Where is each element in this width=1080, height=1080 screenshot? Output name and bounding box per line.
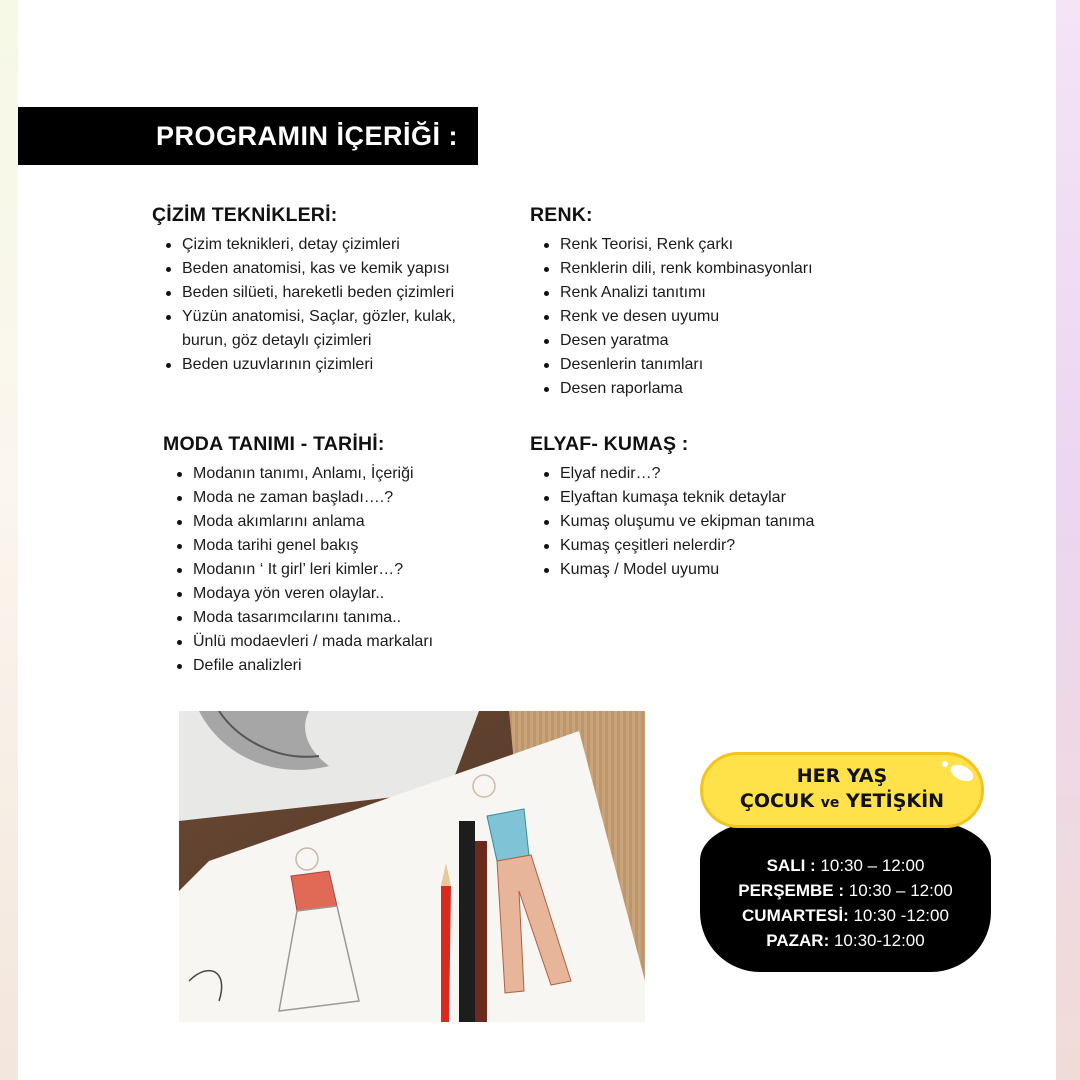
list-item	[182, 305, 456, 353]
schedule-time: 10:30 – 12:00	[815, 856, 925, 875]
list-moda	[163, 462, 433, 678]
section-cizim	[152, 204, 456, 377]
list-item: Beden anatomisi, kas ve kemik yapısı	[182, 257, 456, 281]
schedule-time: 10:30 -12:00	[848, 906, 949, 925]
list-item: Moda ne zaman başladı….?	[193, 486, 433, 510]
list-renk	[530, 233, 813, 401]
fashion-sketch-photo	[179, 711, 645, 1022]
schedule-time: 10:30-12:00	[829, 931, 925, 950]
list-item: Desenlerin tanımları	[560, 353, 813, 377]
schedule-day: CUMARTESİ:	[742, 906, 849, 925]
list-item: Elyaf nedir…?	[560, 462, 814, 486]
content-page	[18, 0, 1056, 1080]
schedule-row	[738, 878, 953, 903]
list-item: Renklerin dili, renk kombinasyonları	[560, 257, 813, 281]
schedule-row	[766, 928, 924, 953]
list-item: Modaya yön veren olaylar..	[193, 582, 433, 606]
list-item: Modanın ‘ It girl’ leri kimler…?	[193, 558, 433, 582]
schedule-time: 10:30 – 12:00	[844, 881, 953, 900]
badge-line-2	[740, 789, 944, 816]
list-item-continuation: burun, göz detaylı çizimleri	[182, 332, 372, 349]
list-item: Modanın tanımı, Anlamı, İçeriği	[193, 462, 433, 486]
program-title: PROGRAMIN İÇERİĞİ :	[155, 120, 458, 151]
list-item: Moda tasarımcılarını tanıma..	[193, 606, 433, 630]
section-heading-moda: MODA TANIMI - TARİHİ:	[163, 433, 385, 455]
program-title-bar	[18, 107, 478, 165]
list-item: Desen raporlama	[560, 377, 813, 401]
badge-ve: ve	[820, 795, 840, 811]
right-gradient-strip	[1056, 0, 1080, 1080]
badge-line-1: HER YAŞ	[796, 765, 888, 787]
badge-yetiskin: YETİŞKİN	[839, 790, 945, 812]
list-item: Moda akımlarını anlama	[193, 510, 433, 534]
list-item-text: Yüzün anatomisi, Saçlar, gözler, kulak,	[182, 308, 456, 325]
list-cizim	[152, 233, 456, 377]
list-item: Moda tarihi genel bakış	[193, 534, 433, 558]
list-item: Renk ve desen uyumu	[560, 305, 813, 329]
section-moda	[163, 433, 433, 678]
list-item: Elyaftan kumaşa teknik detaylar	[560, 486, 814, 510]
schedule-day: PERŞEMBE :	[738, 881, 845, 900]
sparkle-icon	[936, 758, 978, 786]
list-item: Kumaş çeşitleri nelerdir?	[560, 534, 814, 558]
schedule-day: PAZAR:	[766, 931, 830, 950]
list-item: Defile analizleri	[193, 654, 433, 678]
list-item: Renk Analizi tanıtımı	[560, 281, 813, 305]
list-item: Beden uzuvlarının çizimleri	[182, 353, 456, 377]
list-item: Desen yaratma	[560, 329, 813, 353]
list-elyaf	[530, 462, 814, 582]
section-heading-elyaf: ELYAF- KUMAŞ :	[530, 433, 689, 455]
section-heading-renk: RENK:	[530, 204, 593, 226]
list-item: Beden silüeti, hareketli beden çizimleri	[182, 281, 456, 305]
badge-cocuk: ÇOCUK	[739, 790, 821, 812]
list-item: Ünlü modaevleri / mada markaları	[193, 630, 433, 654]
schedule-day: SALI :	[766, 856, 816, 875]
list-item: Renk Teorisi, Renk çarkı	[560, 233, 813, 257]
section-heading-cizim: ÇİZİM TEKNİKLERİ:	[152, 204, 338, 226]
section-elyaf	[530, 433, 814, 582]
section-renk	[530, 204, 813, 401]
list-item: Çizim teknikleri, detay çizimleri	[182, 233, 456, 257]
schedule-card	[700, 820, 991, 972]
list-item: Kumaş oluşumu ve ekipman tanıma	[560, 510, 814, 534]
list-item: Kumaş / Model uyumu	[560, 558, 814, 582]
schedule-row	[767, 853, 925, 878]
schedule-row	[742, 903, 949, 928]
